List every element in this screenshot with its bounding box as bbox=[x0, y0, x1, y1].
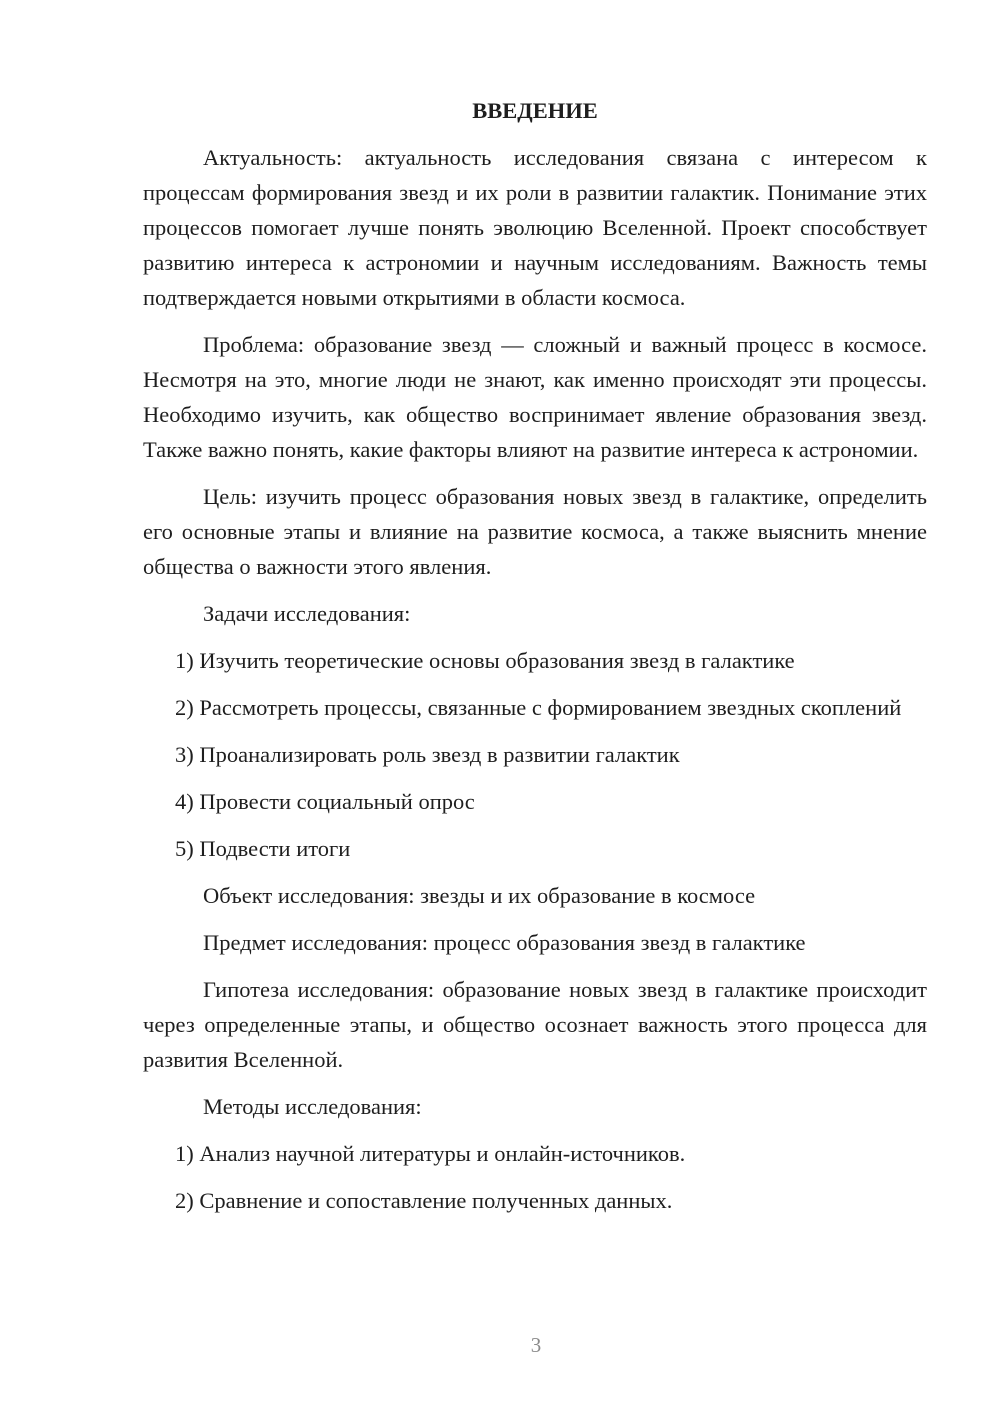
page-number: 3 bbox=[530, 1333, 542, 1357]
page-title: ВВЕДЕНИЕ bbox=[472, 98, 598, 123]
object-paragraph: Объект исследования: звезды и их образование в космосе bbox=[203, 883, 756, 908]
subject-paragraph: Предмет исследования: процесс образования звезд в галактике bbox=[203, 930, 806, 955]
task-item: 1) Изучить теоретические основы образования звезд в галактике bbox=[175, 648, 795, 673]
page-content bbox=[143, 96, 927, 1230]
problem-paragraph: Проблема: образование звезд — сложный и важный процесс в космосе. Несмотря на это, многие люди не знают, как именно происходят эти процессы. Необходимо изучить, как общество воспринимает явление образования звезд. Также важно понять, какие факторы влияют на развитие интереса к астрономии. bbox=[143, 332, 927, 462]
tasks-heading: Задачи исследования: bbox=[203, 601, 411, 626]
relevance-paragraph: Актуальность: актуальность исследования связана с интересом к процессам формирования звезд и их роли в развитии галактик. Понимание этих процессов помогает лучше понять эволюцию Вселенной. Проект способствует развитию интереса к астрономии и научным исследованиям. Важность темы подтверждается новыми открытиями в области космоса. bbox=[143, 145, 927, 310]
task-item: 3) Проанализировать роль звезд в развитии галактик bbox=[175, 742, 680, 767]
goal-paragraph: Цель: изучить процесс образования новых звезд в галактике, определить его основные этапы и влияние на развитие космоса, а также выяснить мнение общества о важности этого явления. bbox=[143, 484, 927, 579]
task-item: 4) Провести социальный опрос bbox=[175, 789, 475, 814]
task-item: 5) Подвести итоги bbox=[175, 836, 351, 861]
task-item: 2) Рассмотреть процессы, связанные с формированием звездных скоплений bbox=[175, 695, 902, 720]
hypothesis-paragraph: Гипотеза исследования: образование новых звезд в галактике происходит через определенные этапы, и общество осознает важность этого процесса для развития Вселенной. bbox=[143, 977, 927, 1072]
method-item: 1) Анализ научной литературы и онлайн-источников. bbox=[175, 1141, 686, 1166]
methods-heading: Методы исследования: bbox=[203, 1094, 422, 1119]
method-item: 2) Сравнение и сопоставление полученных данных. bbox=[175, 1188, 673, 1213]
